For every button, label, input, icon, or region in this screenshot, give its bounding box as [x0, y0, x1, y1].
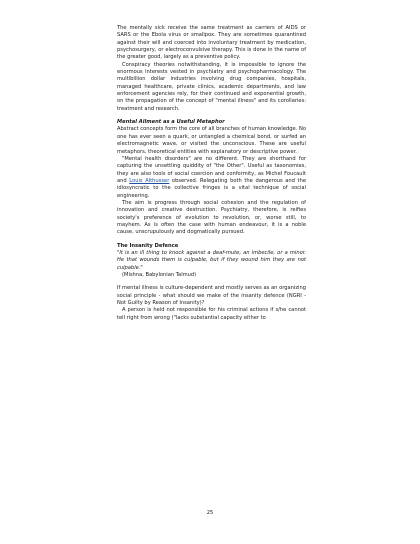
paragraph: If mental illness is culture-dependent and mostly serves as an organizing social principle - what should we make of the insanity defence (NGRI - Not Guilty by Reason of Insanity)?: [117, 285, 306, 307]
paragraph-text: observed. Relegating both the dangerous and the idiosyncratic to the collective fringes is a vital technique of social engineering.: [117, 177, 306, 199]
epigraph-quote: "It is an ill thing to knock against a deaf-mute, an imbecile, or a minor. He that wounds them is culpable, but if they wound him they are not culpable.": [117, 249, 306, 271]
quote-attribution: (Mishna, Babylonian Talmud): [122, 272, 197, 278]
paragraph: Conspiracy theories notwithstanding, it is impossible to ignore the enormous interests vested in psychiatry and psychopharmacology. The multibillion dollar industries involving drug companies, hospitals, managed healthcare, private clinics, academic departments, and law enforcement agencies rely, for their continued and exponential growth, on the propagation of the concept of "mental illness" and its corollaries: treatment and research.: [117, 61, 306, 112]
paragraph: Abstract concepts form the core of all branches of human knowledge. No one has ever seen a quark, or untangled a chemical bond, or surfed an electromagnetic wave, or visited the unconscious. These are useful metaphors, theoretical entities with explanatory or descriptive power.: [117, 126, 306, 155]
paragraph: The mentally sick receive the same treatment as carriers of AIDS or SARS or the Ebola virus or smallpox. They are sometimes quarantined against their will and coerced into involuntary treatment by medication, psychosurgery, or electroconvulsive therapy. This is done in the name of the greater good, largely as a preventive policy.: [117, 25, 306, 61]
paragraph-text: "Mental health disorders" are no different. They are shorthand for capturing the unsettling quiddity of "the Other". Useful as taxonomies, they are also tools of social coercion and conformity, as Michel Foucault and: [117, 155, 306, 184]
page-number: 25: [206, 510, 214, 516]
althusser-link[interactable]: Louis Althusser: [129, 177, 170, 184]
section-heading-metaphor: Mental Ailment as a Useful Metaphor: [117, 119, 225, 126]
section-heading-insanity-defence: The Insanity Defence: [117, 242, 179, 249]
text-column: [117, 25, 306, 322]
paragraph: A person is held not responsible for his criminal actions if s/he cannot tell right from wrong ("lacks substantial capacity either to: [117, 307, 306, 321]
paragraph: The aim is progress through social cohesion and the regulation of innovation and creative destruction. Psychiatry, therefore, is reifies society's preference of evolution to revolution, or, worse still, to mayhem. As is often the case with human endeavour, it is a noble cause, unscrupulously and dogmatically pursued.: [117, 199, 306, 236]
paragraph: [117, 156, 306, 200]
